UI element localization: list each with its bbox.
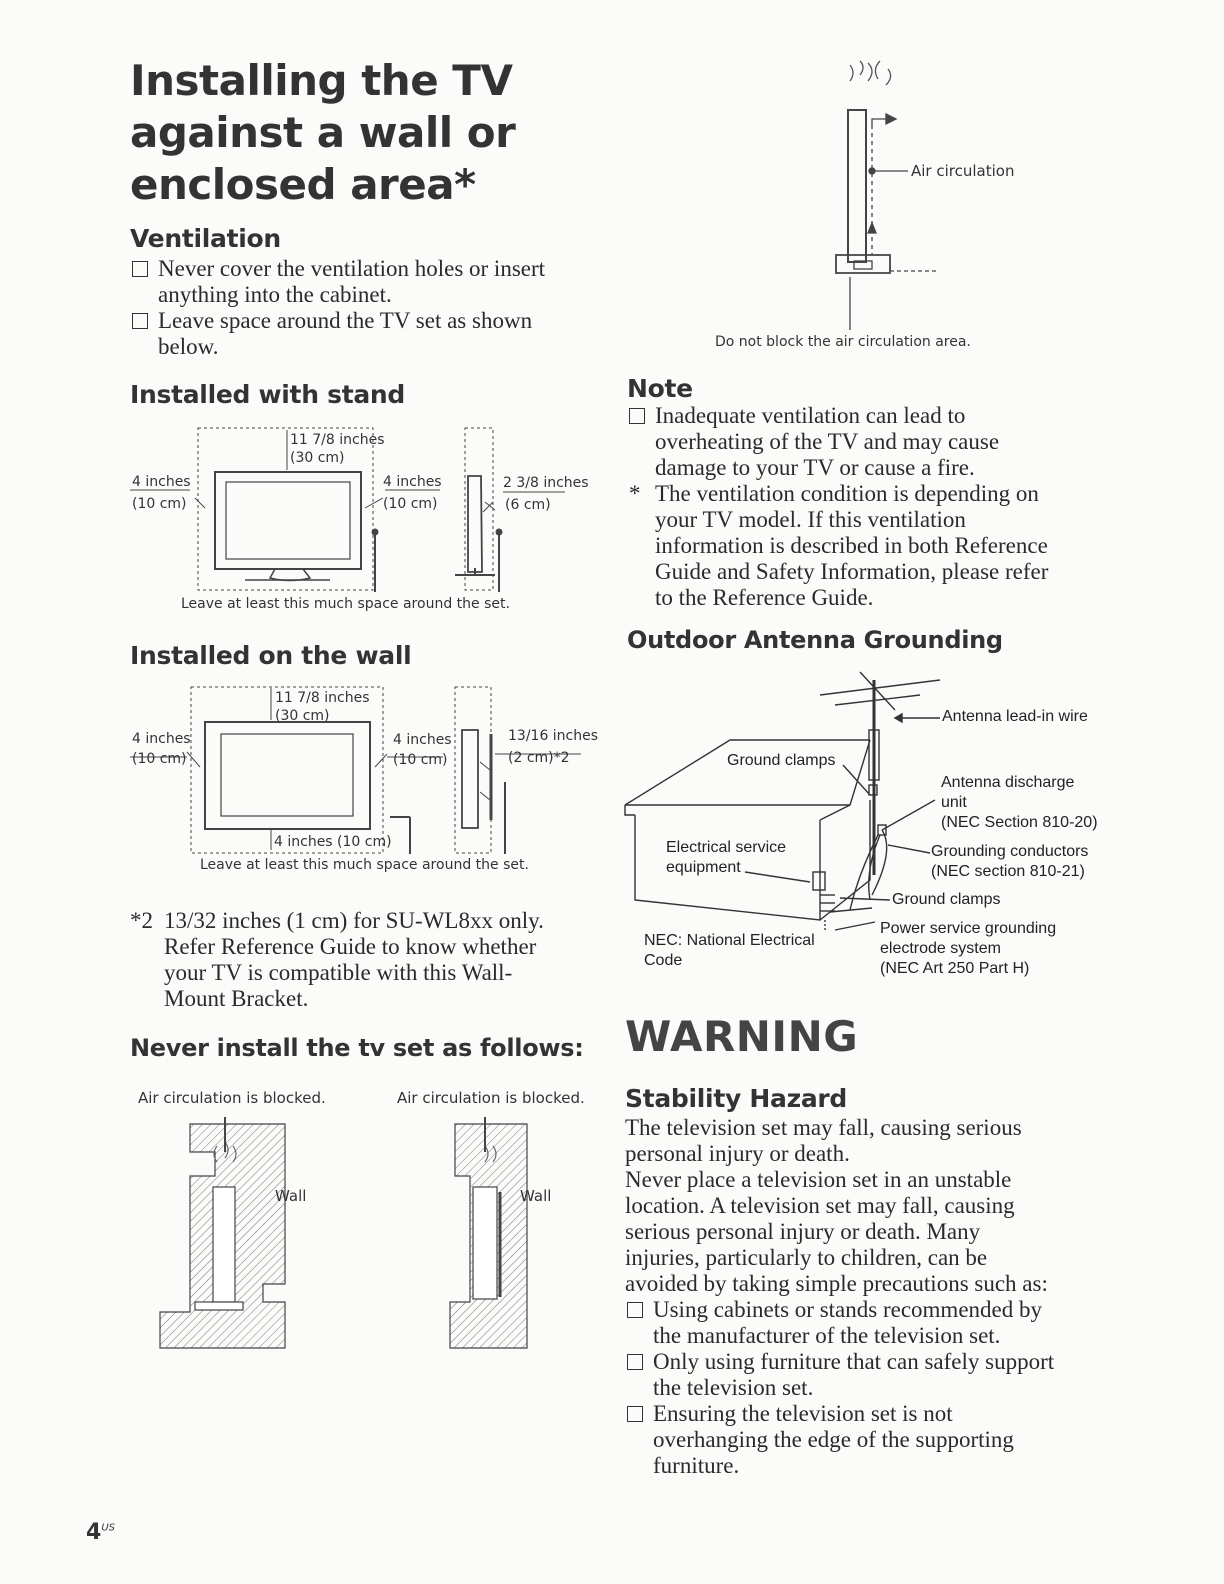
stand-top-cm: (30 cm) <box>290 450 345 466</box>
list-item: Using cabinets or stands recommended by the manufacturer of the television set. <box>625 1297 1105 1349</box>
list-item: Leave space around the TV set as shown below. <box>130 308 590 360</box>
checkbox-bullet-icon <box>627 1406 643 1422</box>
stand-side-cm: (6 cm) <box>505 497 551 513</box>
note-body <box>627 403 1097 611</box>
blocked-label-left: Air circulation is blocked. <box>138 1089 326 1107</box>
checkbox-bullet-icon <box>132 313 148 329</box>
wall-right-label: 4 inches <box>393 732 452 748</box>
ground-clamps-bottom-label: Ground clamps <box>892 891 1001 908</box>
wall-left-cm: (10 cm) <box>132 751 187 767</box>
checkbox-bullet-icon <box>629 408 645 424</box>
stand-left-label: 4 inches <box>132 474 191 490</box>
list-item: Never cover the ventilation holes or insert anything into the cabinet. <box>130 256 590 308</box>
stand-side-label: 2 3/8 inches <box>503 475 589 491</box>
checkbox-bullet-icon <box>627 1354 643 1370</box>
wall-caption: Leave at least this much space around the set. <box>200 857 529 873</box>
wall-label-right: Wall <box>520 1187 552 1205</box>
checkbox-bullet-icon <box>627 1302 643 1318</box>
ventilation-heading: Ventilation <box>130 224 281 253</box>
nec-label: NEC: National Electrical Code <box>644 932 815 969</box>
page-title: Installing the TV against a wall or enclosed area* <box>130 56 516 209</box>
wall-side-cm: (2 cm)*2 <box>508 750 570 766</box>
stability-hazard-body: The television set may fall, causing serious personal injury or death. Never place a television set in an unstable location. A television set may fall, causing serious personal injury or death. Many injuries, particularly to children, can be avoided by taking simple precautions such as: Using cabinets or stands recommended by the manufacturer of the television set. Only using furniture that can safely support the television set. Ensuring the television set is not overhanging the edge of the supporting furniture. <box>625 1115 1105 1479</box>
installed-on-wall-heading: Installed on the wall <box>130 641 412 670</box>
air-circulation-caption: Do not block the air circulation area. <box>715 334 971 350</box>
stability-hazard-heading: Stability Hazard <box>625 1084 848 1113</box>
wall-right-cm: (10 cm) <box>393 752 448 768</box>
stand-right-cm: (10 cm) <box>383 496 438 512</box>
stand-left-cm: (10 cm) <box>132 496 187 512</box>
note-heading: Note <box>627 374 693 403</box>
wall-bottom-label: 4 inches (10 cm) <box>274 834 392 850</box>
list-item: * The ventilation condition is depending on your TV model. If this ventilation information is described in both Reference Guide and Safety Information, please refer to the Reference Guide. <box>629 481 1049 610</box>
wall-label-left: Wall <box>275 1187 307 1205</box>
stand-right-label: 4 inches <box>383 474 442 490</box>
antenna-heading: Outdoor Antenna Grounding <box>627 626 1003 654</box>
footnote-2: *2 13/32 inches (1 cm) for SU-WL8xx only. Refer Reference Guide to know whether your TV is compatible with this Wall- Mount Bracket. <box>130 908 544 1011</box>
wall-side-label: 13/16 inches <box>508 728 599 744</box>
stand-caption: Leave at least this much space around the set. <box>181 596 510 612</box>
list-item: Only using furniture that can safely support the television set. <box>625 1349 1105 1401</box>
wall-top-cm: (30 cm) <box>275 708 330 724</box>
ventilation-list <box>130 256 590 360</box>
wall-top-label: 11 7/8 inches <box>275 690 370 706</box>
never-install-heading: Never install the tv set as follows: <box>130 1034 584 1062</box>
warning-title: WARNING <box>625 1012 859 1061</box>
list-item: Inadequate ventilation can lead to overheating of the TV and may cause damage to your TV or cause a fire. <box>627 403 1097 481</box>
installed-with-stand-heading: Installed with stand <box>130 380 406 409</box>
wall-left-label: 4 inches <box>132 731 191 747</box>
stand-top-label: 11 7/8 inches <box>290 432 385 448</box>
electrical-service-label: Electrical service equipment <box>666 839 787 876</box>
ground-clamps-top-label: Ground clamps <box>727 752 836 769</box>
page-number: $4^{US}$ <box>86 1520 115 1545</box>
checkbox-bullet-icon <box>132 261 148 277</box>
antenna-discharge-label: Antenna discharge unit (NEC Section 810-20) <box>941 774 1098 831</box>
grounding-conductors-label: Grounding conductors (NEC section 810-21) <box>931 843 1089 880</box>
power-service-label: Power service grounding electrode system (NEC Art 250 Part H) <box>880 920 1057 977</box>
blocked-airflow-diagram <box>155 1112 595 1357</box>
antenna-lead-in-label: Antenna lead-in wire <box>942 708 1088 725</box>
blocked-label-right: Air circulation is blocked. <box>397 1089 585 1107</box>
list-item: Ensuring the television set is not overhanging the edge of the supporting furniture. <box>625 1401 1105 1479</box>
air-circulation-label: Air circulation <box>911 162 1015 180</box>
air-circulation-diagram <box>820 55 950 335</box>
